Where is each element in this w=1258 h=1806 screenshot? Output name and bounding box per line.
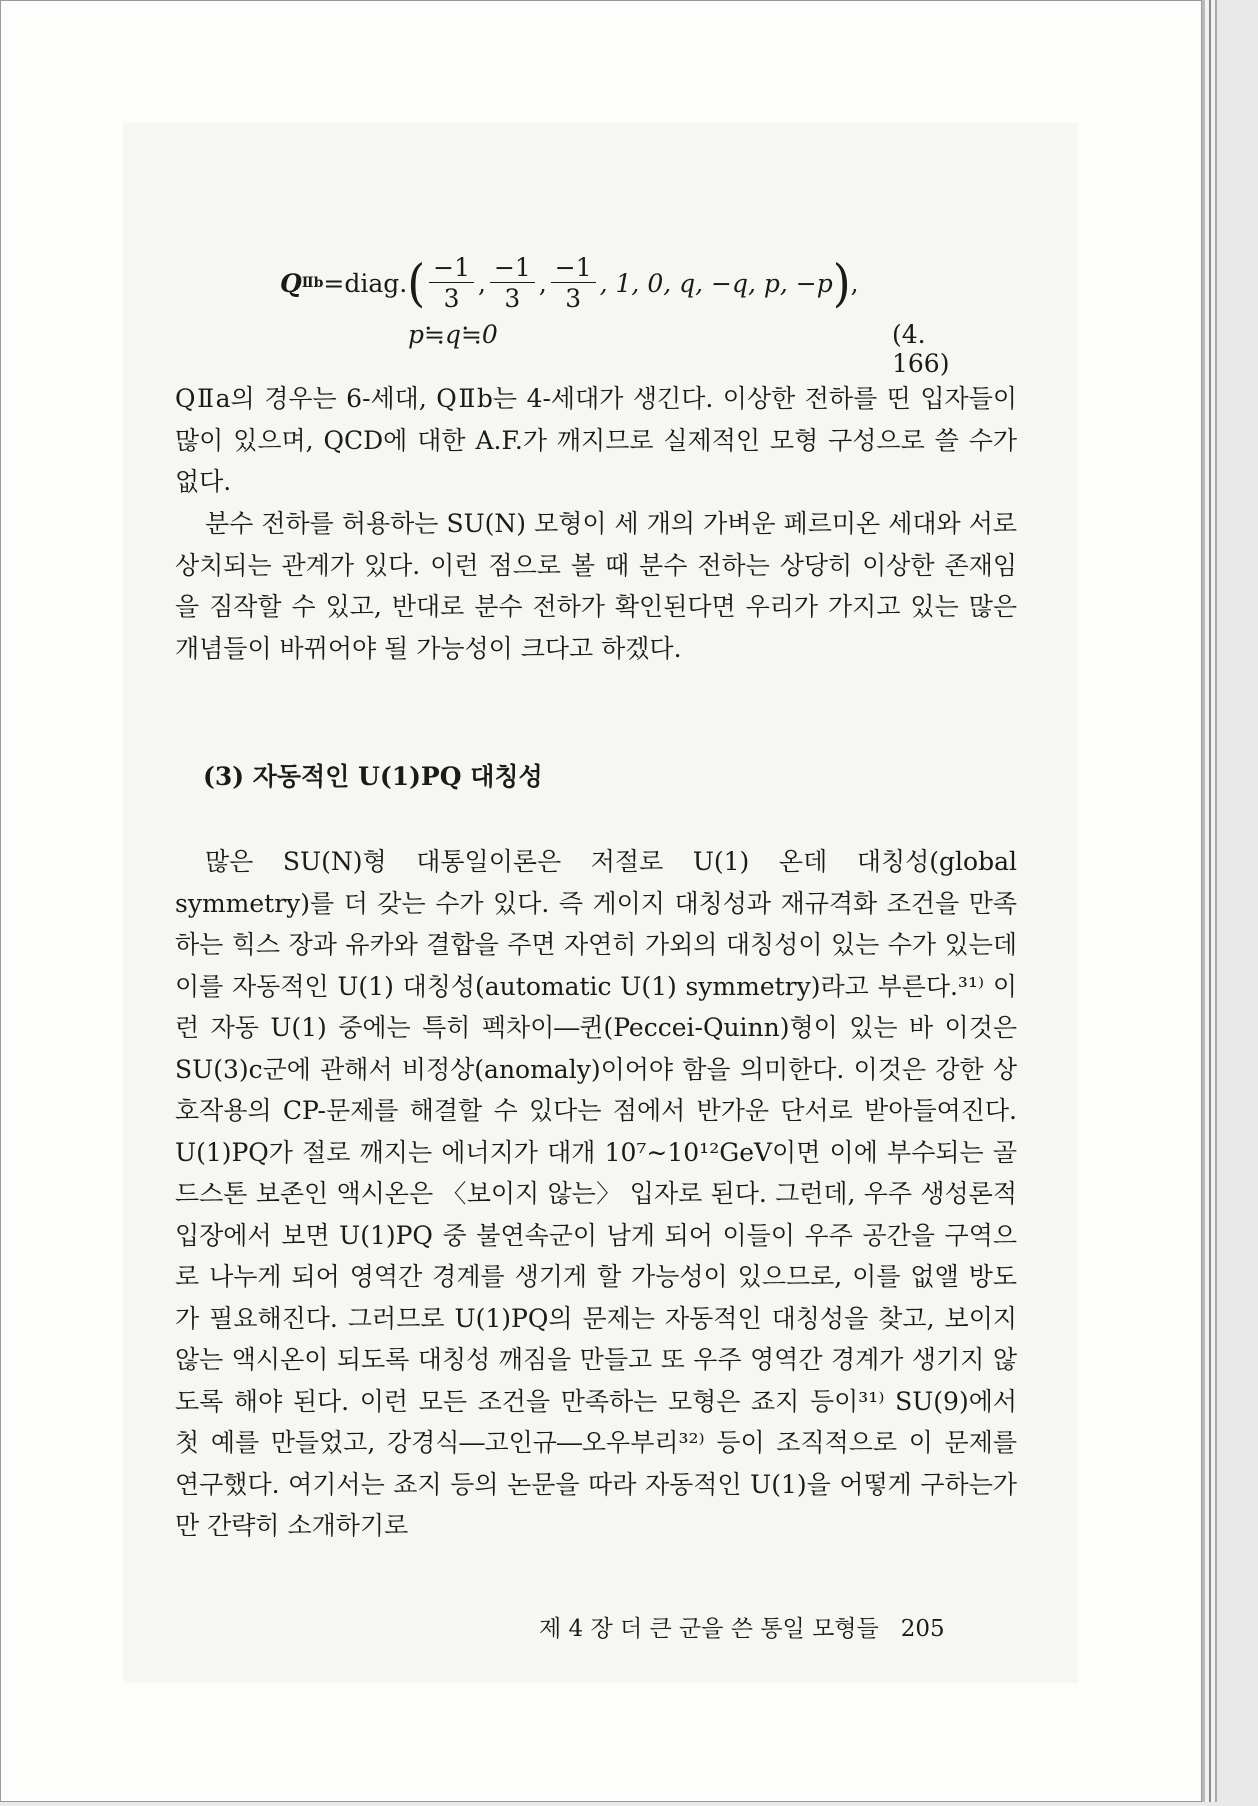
fraction-1 xyxy=(429,255,474,311)
fraction-denominator: 3 xyxy=(443,284,460,313)
fraction-denominator: 3 xyxy=(504,284,521,313)
equation-number: (4. 166) xyxy=(892,320,950,378)
paragraph-3: 많은 SU(N)형 대통일이론은 저절로 U(1) 온데 대칭성(global symmetry)를 더 갖는 수가 있다. 즉 게이지 대칭성과 재규격화 조건을 만족하는 힉스 장과 유카와 결합을 주면 자연히 가외의 대칭성이 있는 수가 있는데 이를 자동적인 U(1) 대칭성(automatic U(1) symmetry)라고 부른다.³¹⁾ 이런 자동 U(1) 중에는 특히 펙차이―퀸(Peccei-Quinn)형이 있는 바 이것은 SU(3)c군에 관해서 비정상(anomaly)이어야 함을 의미한다. 이것은 강한 상호작용의 CP-문제를 해결할 수 있다는 점에서 반가운 단서로 받아들여진다. U(1)PQ가 절로 깨지는 에너지가 대개 10⁷∼10¹²GeV이면 이에 부수되는 골드스톤 보존인 액시온은 〈보이지 않는〉 입자로 된다. 그런데, 우주 생성론적 입장에서 보면 U(1)PQ 중 불연속군이 남게 되어 이들이 우주 공간을 구역으로 나누게 되어 영역간 경계를 생기게 할 가능성이 있으므로, 이를 없앨 방도가 필요해진다. 그러므로 U(1)PQ의 문제는 자동적인 대칭성을 찾고, 보이지 않는 액시온이 되도록 대칭성 깨짐을 만들고 또 우주 영역간 경계가 생기지 않도록 해야 된다. 이런 모든 조건을 만족하는 모형은 죠지 등이³¹⁾ SU(9)에서 첫 예를 만들었고, 강경식―고인규―오우부리³²⁾ 등이 조직적으로 이 문제를 연구했다. 여기서는 죠지 등의 논문을 따라 자동적인 U(1)을 어떻게 구하는가만 간략히 소개하기로 xyxy=(175,847,1017,1540)
section-heading: (3) 자동적인 U(1)PQ 대칭성 xyxy=(203,762,543,791)
paragraph-1: QⅡa의 경우는 6-세대, QⅡb는 4-세대가 생긴다. 이상한 전하를 띤 입자들이 많이 있으며, QCD에 대한 A.F.가 깨지므로 실제적인 모형 구성으로 쓸 수가 없다. xyxy=(175,384,1017,496)
page-footer xyxy=(539,1610,945,1643)
eq-condition: p≒q≒0 xyxy=(408,320,498,349)
fraction-denominator: 3 xyxy=(565,284,582,313)
open-paren: ( xyxy=(407,253,426,313)
page-number: 205 xyxy=(900,1616,945,1642)
eq-lhs-subscript: Ⅱb xyxy=(301,275,324,291)
fraction-numerator: −1 xyxy=(551,255,596,283)
fraction-2 xyxy=(490,255,535,311)
fraction-numerator: −1 xyxy=(490,255,535,283)
running-footer-chapter: 제 4 장 더 큰 군을 쓴 통일 모형들 xyxy=(539,1616,879,1642)
fraction-numerator: −1 xyxy=(429,255,474,283)
equation-4-166 xyxy=(280,252,980,378)
eq-after: , xyxy=(850,268,859,298)
eq-tail: , 1, 0, q, −q, p, −p xyxy=(599,268,833,298)
eq-lhs: Q xyxy=(280,268,302,298)
equation-line: Q Ⅱb =diag. ( $\frac{-1}{3}$ , $\frac{-1}{3}$ , $\frac{-1}{3}$ , 1, 0, q, −q, p, −p ) , xyxy=(280,253,859,313)
eq-func: =diag. xyxy=(323,268,408,298)
fraction-3 xyxy=(551,255,596,311)
close-paren: ) xyxy=(832,253,851,313)
paragraph-2: 분수 전하를 허용하는 SU(N) 모형이 세 개의 가벼운 페르미온 세대와 서로 상치되는 관계가 있다. 이런 점으로 볼 때 분수 전하는 상당히 이상한 존재임을 짐작할 수 있고, 반대로 분수 전하가 확인된다면 우리가 가지고 있는 많은 개념들이 바뀌어야 될 가능성이 크다고 하겠다. xyxy=(175,509,1017,663)
